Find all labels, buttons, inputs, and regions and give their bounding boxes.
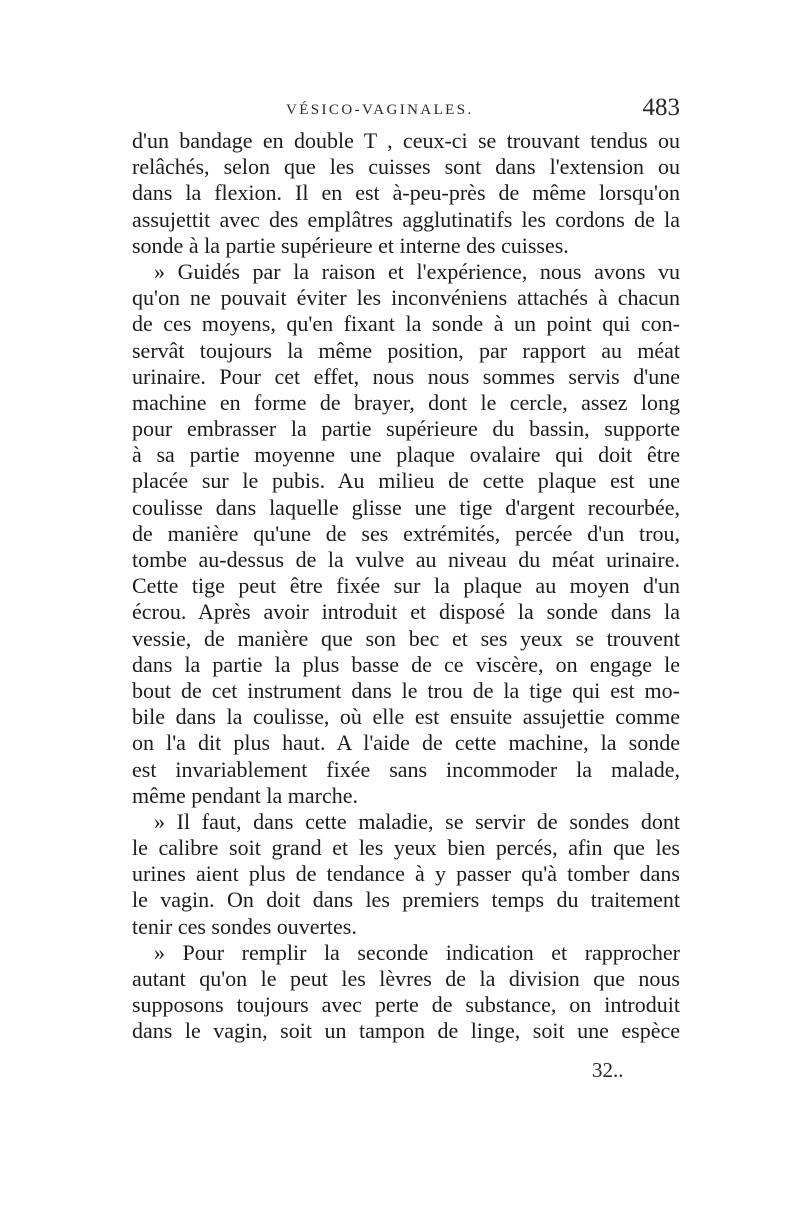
text-line: » Pour remplir la seconde indication et rapprocher (154, 939, 680, 965)
text-line: supposons toujours avec perte de substance, on introduit (132, 992, 680, 1018)
text-line: tombe au-dessus de la vulve au niveau du méat urinaire. (132, 547, 680, 572)
body-text (132, 128, 680, 1045)
text-line: » Guidés par la raison et l'expérience, nous avons vu (154, 258, 680, 284)
text-line: dans la flexion. Il en est à-peu-près de même lorsqu'on (132, 180, 680, 206)
text-line: le calibre soit grand et les yeux bien percés, afin que les (132, 835, 680, 861)
text-line: même pendant la marche. (132, 782, 359, 808)
text-line: placée sur le pubis. Au milieu de cette plaque est une (132, 468, 680, 494)
text-line: sonde à la partie supérieure et interne des cuisses. (132, 232, 569, 258)
text-line: coulisse dans laquelle glisse une tige d'argent recourbée, (132, 494, 680, 520)
text-line: de ces moyens, qu'en fixant la sonde à un point qui con- (132, 311, 680, 337)
text-line: pour embrasser la partie supérieure du bassin, supporte (132, 416, 680, 442)
text-line: urines aient plus de tendance à y passer qu'à tomber dans (132, 861, 680, 887)
text-line: Cette tige peut être fixée sur la plaque au moyen d'un (132, 573, 680, 599)
text-line: est invariablement fixée sans incommoder la malade, (132, 756, 680, 782)
text-line: de manière qu'une de ses extrémités, percée d'un trou, (132, 520, 680, 546)
text-line: dans la partie la plus basse de ce viscère, on engage le (132, 651, 680, 677)
running-title: VÉSICO-VAGINALES. (286, 102, 474, 118)
text-line: » Il faut, dans cette maladie, se servir de sondes dont (154, 808, 680, 834)
text-line: bile dans la coulisse, où elle est ensuite assujettie comme (132, 704, 680, 730)
text-line: servât toujours la même position, par rapport au méat (132, 337, 680, 363)
text-line: autant qu'on le peut les lèvres de la division que nous (132, 966, 680, 991)
text-line: assujettit avec des emplâtres agglutinatifs les cordons de la (132, 206, 680, 232)
running-head (132, 94, 680, 128)
signature-mark: 32.. (592, 1058, 624, 1082)
text-line: vessie, de manière que son bec et ses yeux se trouvent (132, 625, 680, 651)
text-line: bout de cet instrument dans le trou de la tige qui est mo- (132, 677, 680, 703)
page-number: 483 (642, 94, 680, 121)
text-line: on l'a dit plus haut. A l'aide de cette machine, la sonde (132, 730, 680, 756)
text-line: le vagin. On doit dans les premiers temps du traitement (132, 887, 680, 913)
text-line: urinaire. Pour cet effet, nous nous sommes servis d'une (132, 363, 680, 389)
text-line: à sa partie moyenne une plaque ovalaire qui doit être (132, 442, 680, 468)
text-line: d'un bandage en double T , ceux-ci se trouvant tendus ou (132, 128, 680, 153)
text-line: écrou. Après avoir introduit et disposé la sonde dans la (132, 599, 680, 625)
text-line: qu'on ne pouvait éviter les inconvéniens attachés à chacun (132, 285, 680, 311)
text-line: machine en forme de brayer, dont le cercle, assez long (132, 389, 680, 415)
text-line: relâchés, selon que les cuisses sont dans l'extension ou (132, 154, 680, 180)
text-line: tenir ces sondes ouvertes. (132, 913, 357, 939)
text-line: dans le vagin, soit un tampon de linge, soit une espèce (132, 1018, 680, 1044)
